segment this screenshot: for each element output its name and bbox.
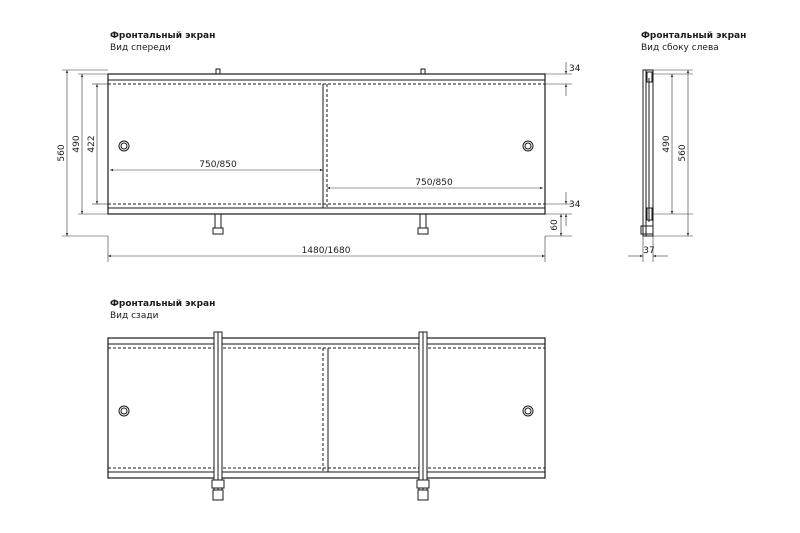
front-leg-left <box>215 214 221 228</box>
front-handle-left-inner <box>121 143 127 149</box>
front-view-subtitle: Вид спереди <box>110 43 171 53</box>
front-foot-right <box>418 228 428 234</box>
side-view-subtitle: Вид сбоку слева <box>641 43 719 53</box>
dim-height-inner: 490 <box>72 135 82 153</box>
front-foot-left <box>213 228 223 234</box>
back-frame <box>108 338 545 478</box>
dim-total-width: 1480/1680 <box>301 246 351 256</box>
front-top-bolt-right <box>421 69 425 74</box>
dim-profile-bottom: 34 <box>569 200 581 210</box>
back-support-right-nut <box>417 480 429 488</box>
back-support-left-foot <box>213 490 223 500</box>
back-view-drawing <box>108 332 545 500</box>
side-dimension-lines <box>628 70 693 262</box>
front-handle-right-inner <box>525 143 531 149</box>
back-support-left-nut <box>212 480 224 488</box>
side-view-drawing <box>641 70 653 236</box>
dim-height-panel: 422 <box>87 135 97 153</box>
side-view-title: Фронтальный экран <box>641 31 747 41</box>
dim-side-depth: 37 <box>643 246 655 256</box>
front-view-drawing <box>108 69 545 234</box>
front-leg-right <box>420 214 426 228</box>
back-view-title: Фронтальный экран <box>110 299 216 309</box>
dim-panel-right-width: 750/850 <box>415 178 453 188</box>
back-handle-left-inner <box>121 408 127 414</box>
dim-panel-left-width: 750/850 <box>199 160 237 170</box>
dim-side-height-inner: 490 <box>662 135 672 153</box>
dim-height-total: 560 <box>57 144 67 162</box>
front-dimension-lines <box>62 62 572 262</box>
back-view-subtitle: Вид сзади <box>110 311 159 321</box>
dim-profile-top: 34 <box>569 64 581 74</box>
front-view-title: Фронтальный экран <box>110 31 216 41</box>
back-handle-right-inner <box>525 408 531 414</box>
dim-leg-height: 60 <box>550 219 560 231</box>
back-support-right-foot <box>418 490 428 500</box>
front-top-bolt-left <box>216 69 220 74</box>
dim-side-height-total: 560 <box>678 144 688 162</box>
